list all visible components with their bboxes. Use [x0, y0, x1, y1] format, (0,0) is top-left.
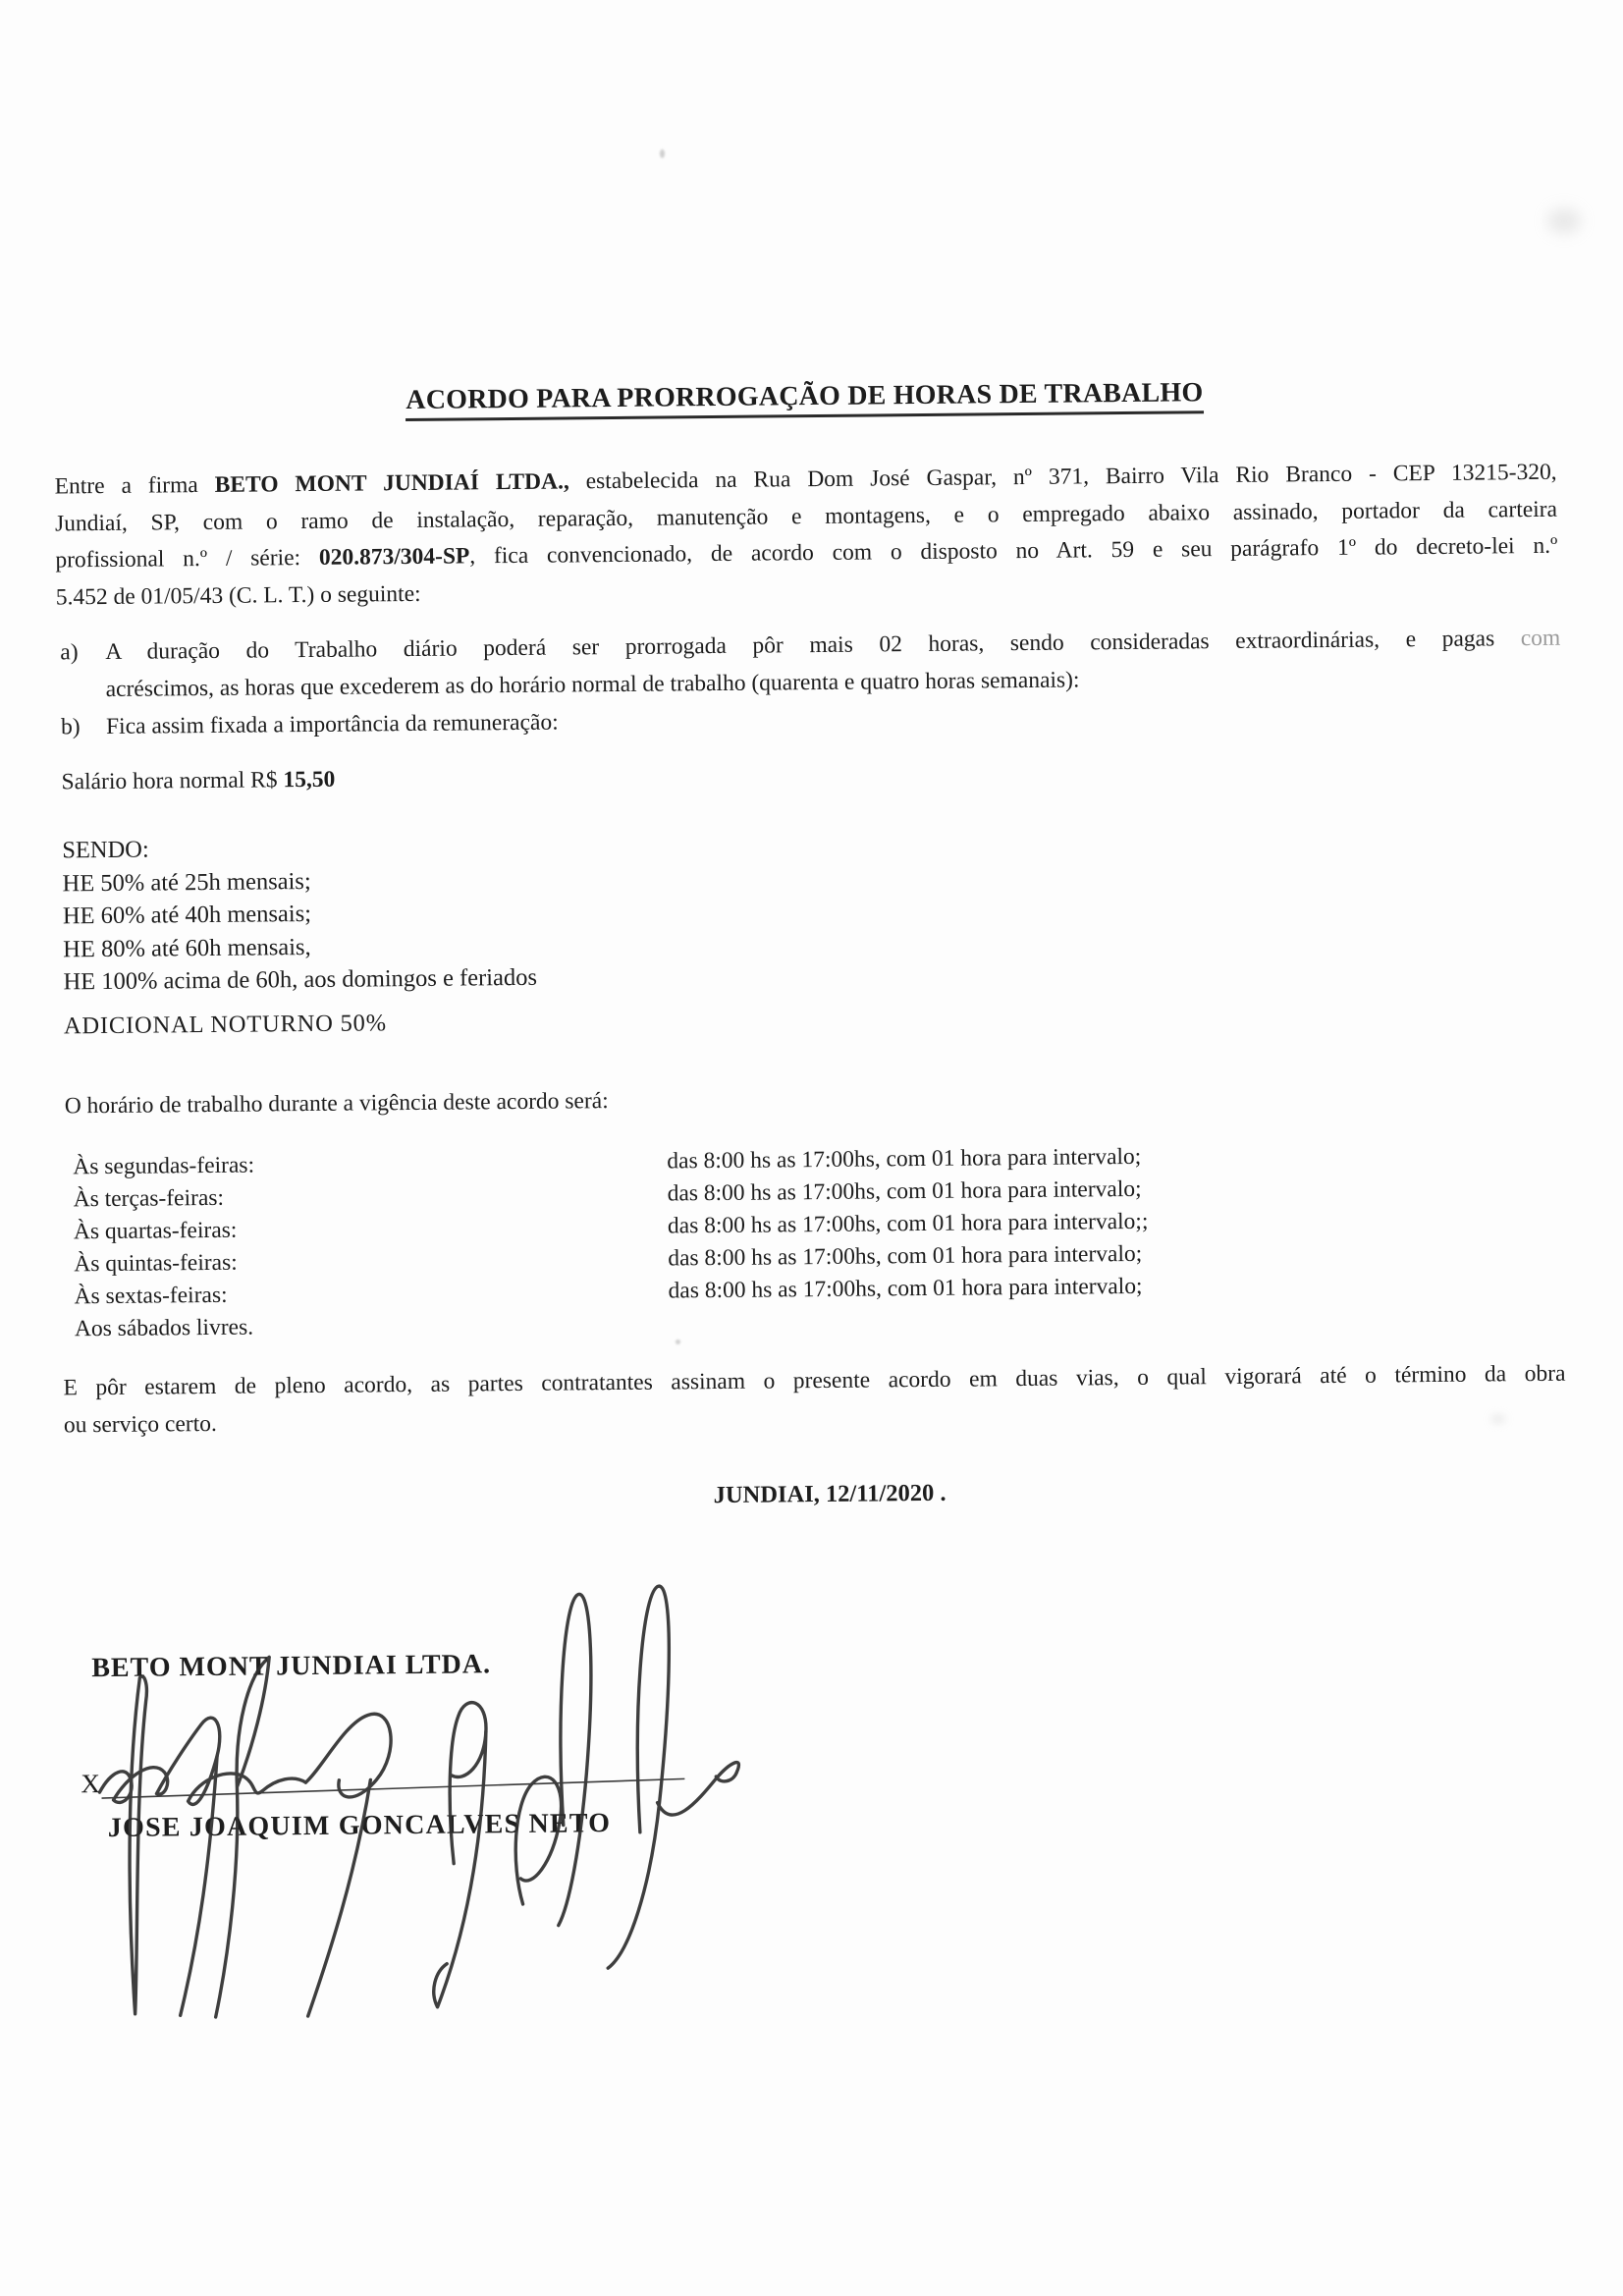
salary-line: Salário hora normal R$ 15,50 [61, 766, 336, 795]
schedule-intro: O horário de trabalho durante a vigência deste acordo será: [64, 1088, 609, 1120]
schedule-hours: das 8:00 hs as 17:00hs, com 01 hora para intervalo; [668, 1273, 1143, 1304]
rate-line: HE 60% até 40h mensais; [62, 900, 312, 930]
schedule-day: Às quintas-feiras: [74, 1249, 238, 1278]
rate-line: HE 50% até 25h mensais; [62, 867, 311, 897]
schedule-day: Às sextas-feiras: [74, 1282, 228, 1310]
schedule-hours: das 8:00 hs as 17:00hs, com 01 hora para intervalo; [667, 1175, 1142, 1207]
night-additional-line: ADICIONAL NOTURNO 50% [63, 1010, 388, 1040]
intro-line-3: profissional n.º / série: 020.873/304-SP, fica convencionado, de acordo com o disposto no Art. 59 e seu parágrafo 1º do decreto-lei n.º [55, 532, 1558, 574]
signature-x-mark: X [81, 1769, 101, 1799]
intro-line-2: Jundiaí, SP, com o ramo de instalação, reparação, manutenção e montagens, e o empregado abaixo assinado, portador da carteira [54, 496, 1558, 536]
intro-line-4: 5.452 de 01/05/43 (C. L. T.) o seguinte: [55, 580, 421, 610]
salary-value: 15,50 [283, 766, 336, 793]
page-title-text: ACORDO PARA PRORROGAÇÃO DE HORAS DE TRABALHO [406, 377, 1203, 421]
clause-a [56, 620, 1561, 709]
signature-stroke [556, 1594, 594, 1925]
signature-stroke [305, 1779, 372, 2016]
signature-stroke [657, 1763, 739, 1816]
signature-line [101, 1778, 684, 1798]
clause-b-text: Fica assim fixada a importância da remuneração: [105, 709, 559, 739]
signature-stroke [431, 1731, 488, 2007]
company-name: BETO MONT JUNDIAI LTDA. [91, 1649, 492, 1684]
clause-a-line-2: acréscimos, as horas que excederem as do horário normal de trabalho (quarenta e quatro horas semanais): [105, 667, 1080, 702]
schedule-day: Às terças-feiras: [73, 1184, 225, 1213]
clause-a-line-1: A duração do Trabalho diário poderá ser prorrogada pôr mais 02 horas, sendo consideradas extraordinárias, e pagas com [105, 625, 1561, 665]
signature-stroke [212, 1657, 273, 2017]
signatory-name: JOSE JOAQUIM GONCALVES NETO [107, 1808, 612, 1844]
company-name-inline: BETO MONT JUNDIAÍ LTDA., [214, 468, 569, 498]
schedule-day: Às quartas-feiras: [73, 1217, 238, 1245]
rate-line: HE 80% até 60h mensais, [63, 933, 311, 962]
overtime-rates [62, 830, 537, 999]
signature-stroke [449, 1703, 487, 1864]
faded-word: com [1520, 625, 1561, 652]
rates-heading: SENDO: [62, 836, 149, 864]
signature-stroke [305, 1714, 392, 1797]
page-title [0, 373, 1616, 420]
schedule-hours: das 8:00 hs as 17:00hs, com 01 hora para intervalo; [667, 1143, 1142, 1175]
schedule-day: Aos sábados livres. [74, 1314, 254, 1342]
schedule-hours: das 8:00 hs as 17:00hs, com 01 hora para intervalo; [668, 1240, 1143, 1272]
intro-paragraph [55, 455, 1558, 617]
closing-line-2: ou serviço certo. [63, 1410, 217, 1438]
document-number: 020.873/304-SP [318, 543, 470, 571]
clause-b-label: b) [60, 714, 81, 740]
clause-a-label: a) [60, 639, 79, 666]
signature-scrawl [58, 1574, 759, 2043]
clauses-list [56, 620, 1561, 746]
intro-line-1: Entre a firma BETO MONT JUNDIAÍ LTDA., estabelecida na Rua Dom José Gaspar, nº 371, Bairro Vila Rio Branco - CEP 13215-320, [54, 459, 1557, 500]
rate-line: HE 100% acima de 60h, aos domingos e feriados [63, 963, 538, 996]
schedule-day: Às segundas-feiras: [73, 1152, 255, 1180]
schedule-table [73, 1140, 1528, 1348]
closing-line-1: E pôr estarem de pleno acordo, as partes contratantes assinam o presente acordo em duas vias, o qual vigorará até o término da obra [63, 1360, 1566, 1401]
signature-stroke [128, 1676, 149, 2014]
schedule-hours: das 8:00 hs as 17:00hs, com 01 hora para intervalo;; [667, 1208, 1149, 1239]
signature-stroke [604, 1586, 672, 1968]
date-line: JUNDIAI, 12/11/2020 . [713, 1479, 947, 1509]
closing-paragraph [63, 1356, 1566, 1445]
signature-stroke [514, 1777, 562, 1904]
